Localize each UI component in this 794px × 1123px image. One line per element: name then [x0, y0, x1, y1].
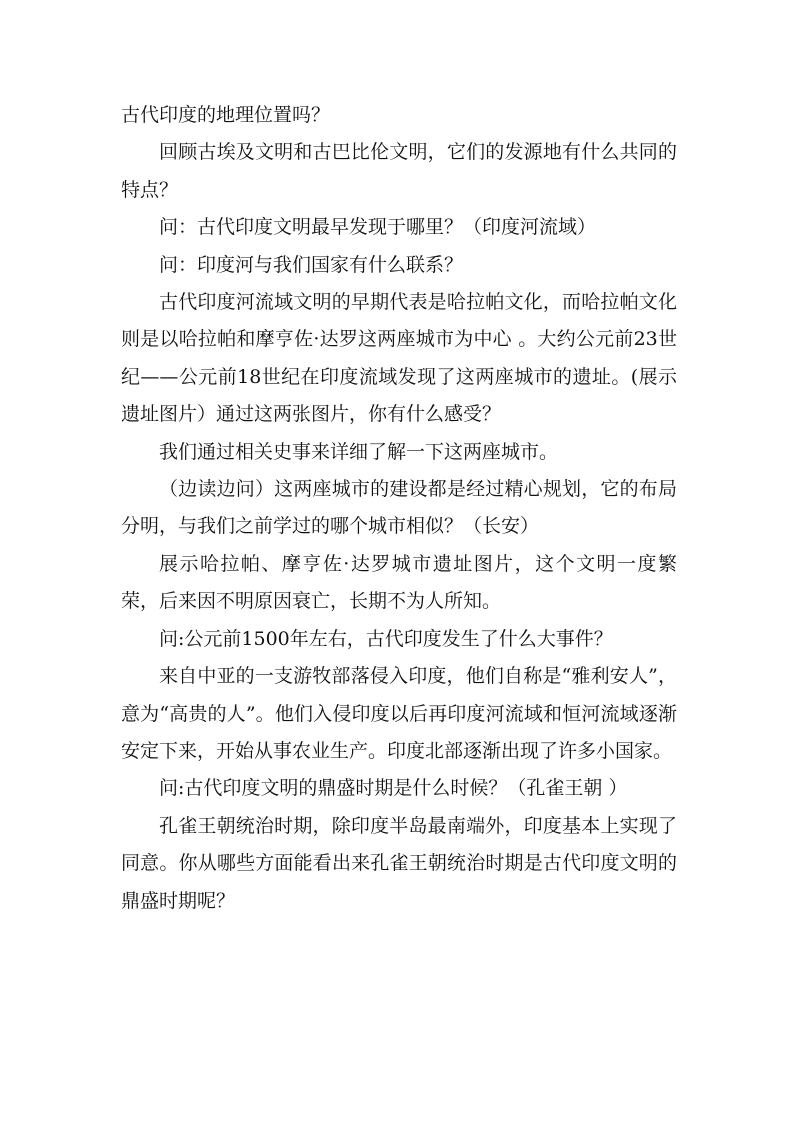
- paragraph-7: （边读边问）这两座城市的建设都是经过精心规划，它的布局分明，与我们之前学过的哪个城市相似？（长安）: [121, 478, 677, 538]
- paragraph-3: 问：古代印度文明最早发现于哪里？（印度河流域）: [159, 216, 597, 239]
- paragraph-10: 来自中亚的一支游牧部落侵入印度，他们自称是“雅利安人”，意为“高贵的人”。他们入侵印度以后再印度河流域和恒河流域逐渐安定下来，开始从事农业生产。印度北部逐渐出现了许多小国家。: [121, 665, 677, 762]
- paragraph-5: 古代印度河流域文明的早期代表是哈拉帕文化，而哈拉帕文化则是以哈拉帕和摩亨佐·达罗这两座城市为中心 。大约公元前23世纪——公元前18世纪在印度流域发现了这两座城市的遗址。(展示遗址图片）通过这两张图片，你有什么感受？: [121, 291, 677, 426]
- document-body: [121, 97, 677, 920]
- paragraph-9: 问:公元前1500年左右，古代印度发生了什么大事件？: [159, 627, 613, 650]
- paragraph-11: 问:古代印度文明的鼎盛时期是什么时候？（孔雀王朝 ）: [159, 777, 628, 800]
- paragraph-1: 古代印度的地理位置吗？: [121, 104, 331, 126]
- paragraph-6: 我们通过相关史事来详细了解一下这两座城市。: [159, 440, 559, 463]
- paragraph-8: 展示哈拉帕、摩亨佐·达罗城市遗址图片，这个文明一度繁荣，后来因不明原因衰亡，长期不为人所知。: [121, 552, 677, 613]
- paragraph-4: 问：印度河与我们国家有什么联系？: [159, 253, 464, 276]
- paragraph-2: 回顾古埃及文明和古巴比伦文明，它们的发源地有什么共同的特点？: [121, 141, 677, 201]
- paragraph-12: 孔雀王朝统治时期，除印度半岛最南端外，印度基本上实现了同意。你从哪些方面能看出来孔雀王朝统治时期是古代印度文明的鼎盛时期呢？: [121, 814, 677, 912]
